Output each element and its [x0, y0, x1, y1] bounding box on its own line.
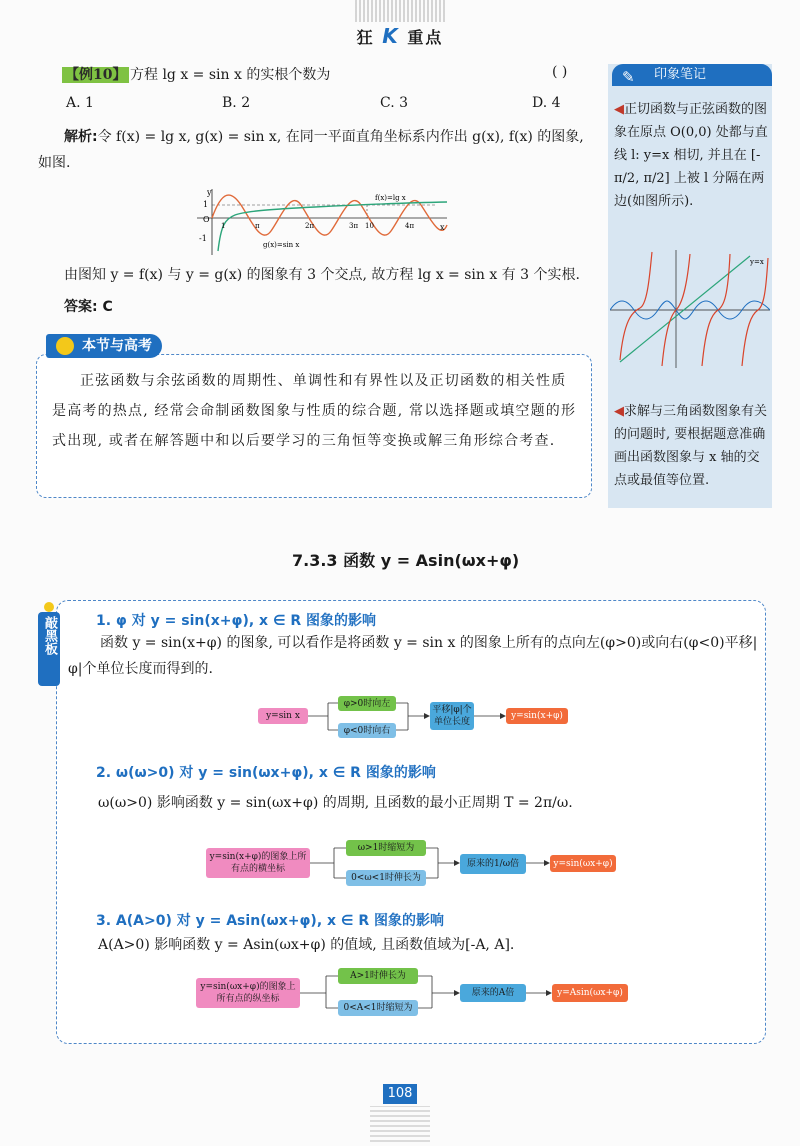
option-d: D. 4	[532, 95, 561, 111]
solution	[38, 124, 598, 176]
flow-node: 0<ω<1时伸长为	[346, 870, 426, 886]
flow-node: A>1时伸长为	[338, 968, 418, 984]
answer-blank: ( )	[552, 64, 568, 80]
graph-origin: O	[203, 215, 210, 224]
item-1-body: 函数 y = sin(x+φ) 的图象, 可以看作是将函数 y = sin x 的图象上所有的点向左(φ>0)或向右(φ<0)平移|φ|个单位长度而得到的.	[68, 635, 758, 677]
item-3-flowchart	[196, 968, 636, 1020]
page-number: 108	[383, 1084, 417, 1104]
graph-y1: 1	[203, 200, 209, 209]
flow-node: y=sin(ωx+φ)的图象上所有点的纵坐标	[196, 978, 300, 1008]
flow-node: 原来的A倍	[460, 984, 526, 1002]
graph-y-label: y	[207, 188, 212, 197]
lg-sin-graph	[195, 185, 455, 257]
answer: 答案: C	[64, 299, 113, 315]
flow-node: y=sin(x+φ)的图象上所有点的横坐标	[206, 848, 310, 878]
elephant-icon: ✎	[622, 68, 635, 86]
exam-note-text: 正弦函数与余弦函数的周期性、单调性和有界性以及正切函数的相关性质是高考的热点, 经常会命制函数图象与性质的综合题, 常以选择题或填空题的形式出现, 或者在解答题中和以后要学习的三角恒等变换或解三角形综合考查.	[52, 373, 577, 449]
graph-g-label: g(x)=sin x	[263, 241, 300, 249]
section-title: 7.3.3 函数 y = Asin(ωx+φ)	[292, 551, 520, 570]
book-title: 狂 K 重点	[356, 24, 444, 48]
flow-node: 0<A<1时缩短为	[338, 1000, 418, 1016]
flow-node: 原来的1/ω倍	[460, 854, 526, 874]
footer-decoration	[370, 1106, 430, 1142]
sidebar-note-1: ◀正切函数与正弦函数的图象在原点 O(0,0) 处都与直线 l: y=x 相切, 并且在 [-π/2, π/2] 上被 l 分隔在两边(如图所示).	[614, 102, 768, 209]
bulb-icon	[44, 602, 54, 612]
graph-tick: 10	[365, 222, 374, 230]
graph-tick: 4π	[405, 222, 415, 230]
flow-node: y=sin x	[258, 708, 308, 724]
flow-node: y=sin(x+φ)	[506, 708, 568, 724]
graph-x-label: x	[440, 223, 445, 232]
option-a: A. 1	[66, 95, 94, 111]
flow-node: 平移|φ|个单位长度	[430, 702, 474, 730]
option-b: B. 2	[222, 95, 251, 111]
option-c: C. 3	[380, 95, 409, 111]
flow-node: φ>0时向左	[338, 696, 396, 711]
flow-node: y=Asin(ωx+φ)	[552, 984, 628, 1002]
graph-line-label: y=x	[750, 258, 764, 266]
tan-sin-graph	[610, 250, 770, 368]
flow-arrows	[258, 696, 568, 744]
exam-note-badge: 本节与高考	[46, 334, 162, 358]
flow-node: ω>1时缩短为	[346, 840, 426, 856]
item-3-heading: 3. A(A>0) 对 y = Asin(ωx+φ), x ∈ R 图象的影响	[96, 913, 445, 929]
graph-tick: 2π	[305, 222, 315, 230]
graph-tick: π	[255, 222, 260, 230]
sidebar-note-2: ◀求解与三角函数图象有关的问题时, 要根据题意准确画出函数图象与 x 轴的交点或最值等位置.	[614, 404, 768, 488]
flow-arrows	[206, 840, 616, 890]
question-text: 方程 lg x = sin x 的实根个数为	[130, 67, 331, 83]
graph-tick: 3π	[349, 222, 359, 230]
item-2-flowchart	[206, 840, 616, 890]
bulb-icon	[56, 337, 74, 355]
item-1-heading: 1. φ 对 y = sin(x+φ), x ∈ R 图象的影响	[96, 613, 377, 629]
flow-node: φ<0时向右	[338, 723, 396, 738]
knowledge-tab: 敲黑板	[38, 612, 60, 686]
item-2-heading: 2. ω(ω>0) 对 y = sin(ωx+φ), x ∈ R 图象的影响	[96, 765, 436, 781]
header-decoration	[355, 0, 445, 22]
solution-label: 解析:	[64, 129, 98, 145]
solution-text: 令 f(x) = lg x, g(x) = sin x, 在同一平面直角坐标系内作出 g(x), f(x) 的图象, 如图.	[38, 129, 584, 171]
flow-node: y=sin(ωx+φ)	[550, 855, 616, 872]
item-1-flowchart	[258, 696, 568, 744]
graph-ym1: -1	[199, 234, 207, 243]
item-2-body: ω(ω>0) 影响函数 y = sin(ωx+φ) 的周期, 且函数的最小正周期 T = 2π/ω.	[98, 795, 573, 811]
graph-tick: 1	[221, 222, 226, 230]
conclusion: 由图知 y = f(x) 与 y = g(x) 的图象有 3 个交点, 故方程 lg x = sin x 有 3 个实根.	[64, 267, 580, 283]
graph-f-label: f(x)=lg x	[375, 194, 406, 202]
sidebar-header: ✎ 印象笔记	[612, 64, 772, 86]
example-tag: 【例10】	[62, 64, 129, 84]
flow-arrows	[196, 968, 636, 1020]
item-3-body: A(A>0) 影响函数 y = Asin(ωx+φ) 的值域, 且函数值域为[-A, A].	[98, 937, 515, 953]
